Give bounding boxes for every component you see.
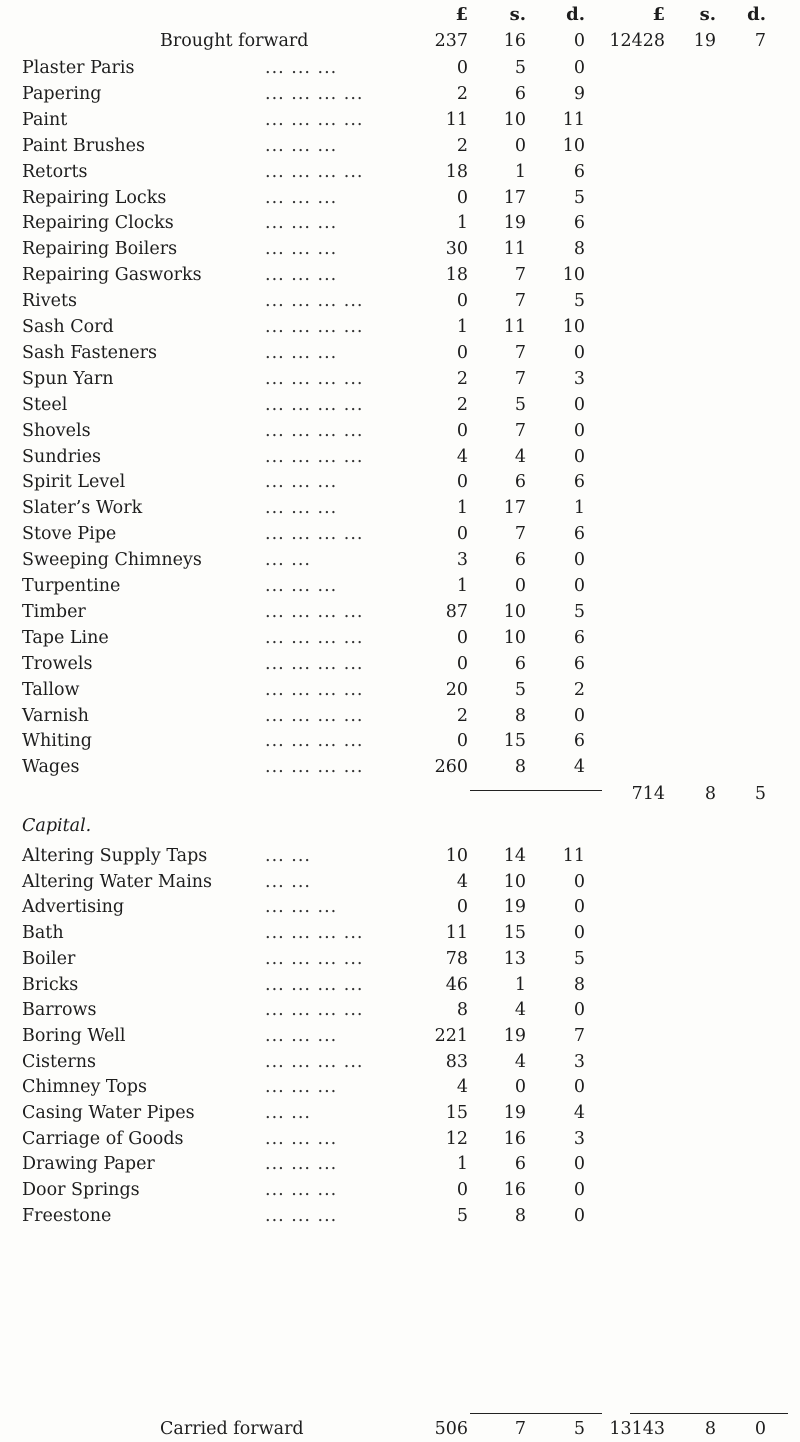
shillings-value: 7 — [514, 265, 526, 286]
shillings-value: 16 — [503, 1128, 526, 1149]
table-row — [0, 728, 800, 754]
leader-dots: ... ... ... ... — [265, 420, 364, 441]
leader-dots: ... ... ... ... — [265, 705, 364, 726]
shillings-value: 10 — [503, 871, 526, 892]
item-name: Freestone — [22, 1205, 112, 1226]
pence-value: 0 — [573, 550, 585, 571]
table-row — [0, 236, 800, 262]
pence-value: 6 — [573, 653, 585, 674]
leader-dots: ... ... ... ... — [265, 161, 364, 182]
leader-dots: ... ... ... ... — [265, 83, 364, 104]
item-name: Altering Supply Taps — [22, 846, 208, 866]
pence-value: 7 — [573, 1025, 585, 1046]
table-row — [0, 625, 800, 651]
pounds-value: 1 — [456, 317, 468, 337]
shillings-value: 7 — [514, 291, 526, 312]
pounds-value: 0 — [456, 1180, 468, 1201]
leader-dots: ... ... ... ... — [265, 1000, 364, 1021]
table-row — [0, 1151, 800, 1177]
item-name: Drawing Paper — [22, 1154, 155, 1175]
shillings-value: 16 — [503, 1180, 526, 1201]
pence-value: 2 — [573, 679, 585, 700]
table-row — [0, 340, 800, 366]
pounds-value: 83 — [445, 1051, 468, 1072]
pence-value: 5 — [573, 948, 585, 969]
shillings-value: 6 — [514, 1154, 526, 1175]
pounds-value: 0 — [456, 58, 468, 78]
shillings-value: 19 — [503, 897, 526, 918]
leader-dots: ... ... ... — [265, 135, 338, 156]
item-name: Steel — [22, 394, 68, 415]
item-name: Slater’s Work — [22, 498, 143, 519]
pounds-value: 260 — [434, 757, 468, 778]
table-row — [0, 418, 800, 444]
leader-dots: ... ... ... — [265, 265, 338, 286]
table-row — [0, 55, 800, 81]
table-row — [0, 894, 800, 920]
pence-value: 0 — [573, 923, 585, 944]
shillings-value: 7 — [514, 342, 526, 363]
pence-value: 11 — [562, 109, 585, 130]
shillings-value: 8 — [514, 1205, 526, 1226]
pence-value: 10 — [562, 265, 585, 286]
item-name: Repairing Clocks — [22, 213, 174, 234]
shillings-value: 5 — [514, 679, 526, 700]
total-pounds-header: £ — [652, 4, 665, 25]
pence-value: 0 — [573, 58, 585, 78]
table-row — [0, 521, 800, 547]
table-row — [0, 185, 800, 211]
pence-header: d. — [566, 4, 585, 25]
leader-dots: ... ... ... ... — [265, 368, 364, 389]
table-row — [0, 651, 800, 677]
capital-heading: Capital. — [22, 816, 92, 836]
table-row — [0, 703, 800, 729]
pence-value: 5 — [573, 291, 585, 312]
total-pence-header: d. — [747, 4, 766, 25]
pounds-value: 2 — [456, 705, 468, 726]
pounds-value: 2 — [456, 394, 468, 415]
item-name: Rivets — [22, 291, 78, 312]
shillings-value: 0 — [514, 1077, 526, 1098]
item-name: Repairing Gasworks — [22, 265, 202, 286]
leader-dots: ... ... ... — [265, 1154, 338, 1175]
shillings-value: 7 — [514, 524, 526, 545]
pence-value: 8 — [573, 239, 585, 260]
leader-dots: ... ... ... — [265, 342, 338, 363]
shillings-value: 6 — [514, 83, 526, 104]
pence-value: 0 — [573, 871, 585, 892]
pounds-value: 87 — [445, 601, 468, 622]
leader-dots: ... ... ... ... — [265, 291, 364, 312]
leader-dots: ... ... ... ... — [265, 446, 364, 467]
item-name: Repairing Locks — [22, 187, 167, 208]
table-row — [0, 997, 800, 1023]
item-name: Retorts — [22, 161, 88, 182]
leader-dots: ... ... ... — [265, 187, 338, 208]
pounds-value: 0 — [456, 472, 468, 493]
pounds-value: 0 — [456, 342, 468, 363]
pence-value: 6 — [573, 731, 585, 752]
pence-value: 3 — [573, 368, 585, 389]
item-name: Repairing Boilers — [22, 239, 178, 260]
item-name: Shovels — [22, 420, 91, 441]
pounds-value: 0 — [456, 420, 468, 441]
table-row — [0, 469, 800, 495]
shillings-value: 19 — [503, 1103, 526, 1123]
item-name: Varnish — [22, 705, 89, 726]
shillings-value: 5 — [514, 58, 526, 78]
pence-value: 9 — [573, 83, 585, 104]
leader-dots: ... ... ... ... — [265, 524, 364, 545]
item-name: Tape Line — [22, 627, 109, 648]
table-row — [0, 573, 800, 599]
leader-dots: ... ... ... — [265, 472, 338, 493]
table-row — [0, 133, 800, 159]
shillings-value: 6 — [514, 653, 526, 674]
leader-dots: ... ... — [265, 550, 311, 571]
carried-rule-2 — [630, 1413, 788, 1414]
pounds-value: 2 — [456, 368, 468, 389]
pounds-value: 11 — [445, 109, 468, 130]
pounds-value: 12 — [445, 1128, 468, 1149]
item-name: Timber — [22, 601, 86, 622]
item-name: Spun Yarn — [22, 368, 114, 389]
pounds-value: 78 — [445, 948, 468, 969]
shillings-value: 10 — [503, 627, 526, 648]
table-row — [0, 946, 800, 972]
shillings-value: 11 — [503, 239, 526, 260]
leader-dots: ... ... ... ... — [265, 974, 364, 995]
leader-dots: ... ... ... — [265, 1205, 338, 1226]
shillings-value: 7 — [514, 368, 526, 389]
pence-value: 5 — [573, 187, 585, 208]
pence-value: 8 — [573, 974, 585, 995]
column-headers — [0, 4, 800, 30]
item-name: Tallow — [22, 679, 80, 700]
pence-value: 6 — [573, 213, 585, 234]
pounds-value: 0 — [456, 524, 468, 545]
item-name: Cisterns — [22, 1051, 96, 1072]
table-row — [0, 1126, 800, 1152]
shillings-value: 17 — [503, 498, 526, 519]
leader-dots: ... ... ... ... — [265, 679, 364, 700]
table-row — [0, 754, 800, 780]
item-name: Trowels — [22, 653, 93, 674]
item-name: Spirit Level — [22, 472, 126, 493]
pence-value: 4 — [573, 757, 585, 778]
item-name: Sweeping Chimneys — [22, 550, 202, 571]
leader-dots: ... ... ... ... — [265, 601, 364, 622]
pence-value: 6 — [573, 524, 585, 545]
item-name: Wages — [22, 757, 80, 778]
leader-dots: ... ... ... — [265, 58, 338, 78]
table-row — [0, 869, 800, 895]
item-name: Paint Brushes — [22, 135, 145, 156]
table-row — [0, 1023, 800, 1049]
table-row — [0, 1203, 800, 1229]
subtotal-row: 714 8 5 — [631, 784, 766, 804]
item-name: Sash Cord — [22, 317, 114, 337]
item-name: Chimney Tops — [22, 1077, 147, 1098]
leader-dots: ... ... ... — [265, 897, 338, 918]
pounds-value: 0 — [456, 627, 468, 648]
pence-value: 3 — [573, 1128, 585, 1149]
item-name: Sundries — [22, 446, 102, 467]
leader-dots: ... ... ... ... — [265, 653, 364, 674]
shillings-value: 0 — [514, 576, 526, 596]
pounds-value: 0 — [456, 731, 468, 752]
table-row — [0, 677, 800, 703]
pounds-value: 4 — [456, 446, 468, 467]
shillings-value: 6 — [514, 472, 526, 493]
leader-dots: ... ... ... — [265, 1180, 338, 1201]
pounds-value: 18 — [445, 161, 468, 182]
pence-value: 10 — [562, 317, 585, 337]
leader-dots: ... ... — [265, 846, 311, 866]
table-row — [0, 972, 800, 998]
pence-value: 4 — [573, 1103, 585, 1123]
shillings-value: 13 — [503, 948, 526, 969]
shillings-value: 7 — [514, 420, 526, 441]
shillings-value: 10 — [503, 109, 526, 130]
shillings-value: 17 — [503, 187, 526, 208]
pence-value: 0 — [573, 1180, 585, 1201]
leader-dots: ... ... ... ... — [265, 109, 364, 130]
pounds-value: 8 — [456, 1000, 468, 1021]
carried-rule-1 — [470, 1413, 602, 1414]
pounds-value: 11 — [445, 923, 468, 944]
shillings-value: 0 — [514, 135, 526, 156]
table-row — [0, 81, 800, 107]
shillings-value: 8 — [514, 705, 526, 726]
carried-forward-row: Carried forward 506 7 5 13143 8 0 — [0, 1416, 800, 1442]
pounds-value: 221 — [434, 1025, 468, 1046]
item-name: Bricks — [22, 974, 79, 995]
table-row — [0, 366, 800, 392]
pence-value: 3 — [573, 1051, 585, 1072]
item-name: Door Springs — [22, 1180, 140, 1201]
pence-value: 0 — [573, 1154, 585, 1175]
pence-value: 0 — [573, 1000, 585, 1021]
pounds-value: 0 — [456, 291, 468, 312]
pence-value: 11 — [562, 846, 585, 866]
table-row — [0, 1177, 800, 1203]
leader-dots: ... ... ... — [265, 1025, 338, 1046]
pence-value: 0 — [573, 394, 585, 415]
pounds-value: 10 — [445, 846, 468, 866]
pounds-value: 15 — [445, 1103, 468, 1123]
item-name: Boiler — [22, 948, 76, 969]
item-name: Casing Water Pipes — [22, 1103, 195, 1123]
pounds-value: 3 — [456, 550, 468, 571]
shillings-value: 15 — [503, 923, 526, 944]
table-row — [0, 288, 800, 314]
pence-value: 0 — [573, 1077, 585, 1098]
table-row — [0, 1074, 800, 1100]
pence-value: 6 — [573, 627, 585, 648]
leader-dots: ... ... ... — [265, 1077, 338, 1098]
pence-value: 5 — [573, 601, 585, 622]
leader-dots: ... ... ... ... — [265, 317, 364, 337]
leader-dots: ... ... ... — [265, 576, 338, 596]
pounds-value: 20 — [445, 679, 468, 700]
pounds-value: 0 — [456, 897, 468, 918]
pounds-value: 2 — [456, 83, 468, 104]
pounds-value: 5 — [456, 1205, 468, 1226]
leader-dots: ... ... ... ... — [265, 394, 364, 415]
pence-value: 0 — [573, 897, 585, 918]
leader-dots: ... ... ... — [265, 1128, 338, 1149]
pounds-value: 1 — [456, 1154, 468, 1175]
shillings-value: 8 — [514, 757, 526, 778]
shillings-value: 19 — [503, 1025, 526, 1046]
leader-dots: ... ... ... ... — [265, 1051, 364, 1072]
carried-forward-label: Carried forward — [160, 1419, 304, 1439]
pounds-header: £ — [455, 4, 468, 25]
table-row — [0, 920, 800, 946]
leader-dots: ... ... ... ... — [265, 948, 364, 969]
pounds-value: 0 — [456, 653, 468, 674]
pence-value: 0 — [573, 576, 585, 596]
shillings-value: 4 — [514, 1051, 526, 1072]
table-row — [0, 210, 800, 236]
item-name: Sash Fasteners — [22, 342, 157, 363]
item-name: Stove Pipe — [22, 524, 117, 545]
pence-value: 1 — [573, 498, 585, 519]
total-shillings-header: s. — [699, 4, 716, 25]
pence-value: 0 — [573, 1205, 585, 1226]
shillings-value: 19 — [503, 213, 526, 234]
shillings-header: s. — [509, 4, 526, 25]
table-row — [0, 1100, 800, 1126]
leader-dots: ... ... ... ... — [265, 731, 364, 752]
leader-dots: ... ... ... ... — [265, 757, 364, 778]
shillings-value: 6 — [514, 550, 526, 571]
pence-value: 6 — [573, 161, 585, 182]
leader-dots: ... ... ... — [265, 498, 338, 519]
item-name: Bath — [22, 923, 64, 944]
shillings-value: 1 — [514, 974, 526, 995]
leader-dots: ... ... ... — [265, 213, 338, 234]
shillings-value: 11 — [503, 317, 526, 337]
pounds-value: 1 — [456, 576, 468, 596]
leader-dots: ... ... ... ... — [265, 923, 364, 944]
leader-dots: ... ... ... — [265, 239, 338, 260]
pence-value: 6 — [573, 472, 585, 493]
pounds-value: 4 — [456, 871, 468, 892]
pounds-value: 0 — [456, 187, 468, 208]
table-row — [0, 843, 800, 869]
pence-value: 0 — [573, 705, 585, 726]
leader-dots: ... ... — [265, 1103, 311, 1123]
table-row — [0, 159, 800, 185]
pounds-value: 1 — [456, 213, 468, 234]
table-row — [0, 262, 800, 288]
item-name: Altering Water Mains — [22, 871, 213, 892]
shillings-value: 1 — [514, 161, 526, 182]
pence-value: 0 — [573, 446, 585, 467]
shillings-value: 4 — [514, 446, 526, 467]
table-row — [0, 599, 800, 625]
pounds-value: 30 — [445, 239, 468, 260]
shillings-value: 10 — [503, 601, 526, 622]
shillings-value: 15 — [503, 731, 526, 752]
pence-value: 0 — [573, 420, 585, 441]
table-row — [0, 547, 800, 573]
item-name: Plaster Paris — [22, 58, 135, 78]
item-name: Paint — [22, 109, 68, 130]
item-name: Boring Well — [22, 1025, 126, 1046]
table-row — [0, 495, 800, 521]
pounds-value: 46 — [445, 974, 468, 995]
table-row — [0, 1049, 800, 1075]
leader-dots: ... ... ... ... — [265, 627, 364, 648]
table-row — [0, 444, 800, 470]
table-row — [0, 314, 800, 340]
brought-forward-label: Brought forward — [160, 31, 309, 51]
pounds-value: 18 — [445, 265, 468, 286]
capital-heading-row — [0, 813, 800, 839]
item-name: Turpentine — [22, 576, 121, 596]
shillings-value: 14 — [503, 846, 526, 866]
item-name: Carriage of Goods — [22, 1128, 184, 1149]
pounds-value: 1 — [456, 498, 468, 519]
shillings-value: 4 — [514, 1000, 526, 1021]
item-name: Whiting — [22, 731, 92, 752]
table-row — [0, 392, 800, 418]
pence-value: 0 — [573, 342, 585, 363]
shillings-value: 5 — [514, 394, 526, 415]
pounds-value: 2 — [456, 135, 468, 156]
brought-forward-row: Brought forward 237 16 0 12428 19 7 — [0, 28, 800, 54]
item-name: Advertising — [22, 897, 125, 918]
pounds-value: 4 — [456, 1077, 468, 1098]
table-row — [0, 107, 800, 133]
item-name: Papering — [22, 83, 102, 104]
leader-dots: ... ... — [265, 871, 311, 892]
item-name: Barrows — [22, 1000, 97, 1021]
pence-value: 10 — [562, 135, 585, 156]
